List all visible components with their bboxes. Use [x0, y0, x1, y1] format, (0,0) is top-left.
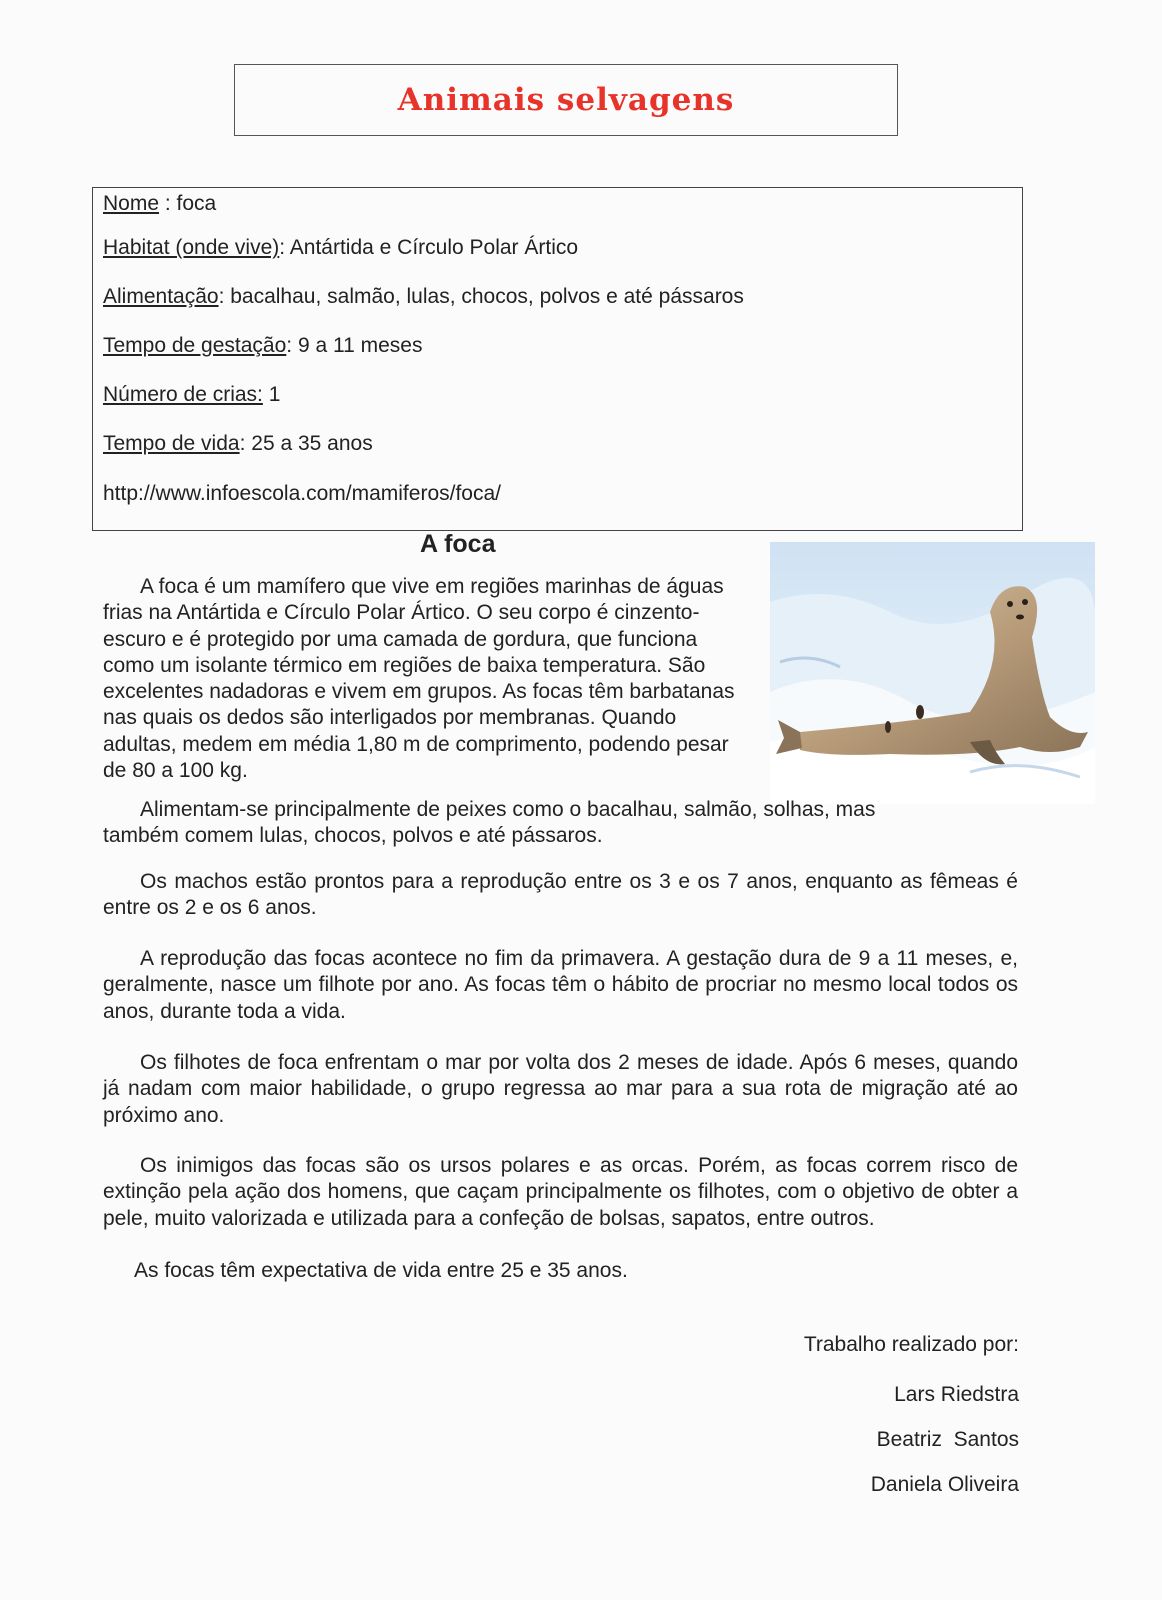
paragraph-1: A foca é um mamífero que vive em regiões marinhas de águas frias na Antártida e Círculo Polar Ártico. O seu corpo é cinzento-escuro e é protegido por uma camada de gordura, que funciona como um isolante térmico em regiões de baixa temperatura. São excelentes nadadoras e vivem em grupos. As focas têm barbatanas nas quais os dedos são interligados por membranas. Quando adultas, medem em média 1,80 m de comprimento, podendo pesar de 80 a 100 kg. — [103, 575, 735, 783]
author-3: Daniela Oliveira — [870, 1473, 1019, 1496]
info-habitat — [103, 236, 578, 260]
article-heading: A foca — [420, 530, 496, 558]
info-gestacao — [103, 334, 422, 358]
vida-label: Tempo de vida — [103, 432, 240, 455]
nome-sep: : — [159, 192, 177, 215]
source-url: http://www.infoescola.com/mamiferos/foca/ — [103, 482, 501, 505]
crias-label: Número de crias: — [103, 383, 263, 406]
info-nome — [103, 192, 216, 216]
nome-value: foca — [176, 192, 217, 215]
paragraph-3: Os machos estão prontos para a reprodução entre os 3 e os 7 anos, enquanto as fêmeas é entre os 2 e os 6 anos. — [103, 870, 1018, 920]
paragraph-7: As focas têm expectativa de vida entre 25 e 35 anos. — [134, 1259, 628, 1282]
info-alimentacao — [103, 285, 744, 309]
crias-value: 1 — [262, 383, 281, 406]
alimentacao-value: : bacalhau, salmão, lulas, chocos, polvos e até pássaros — [218, 285, 744, 308]
info-crias — [103, 383, 280, 407]
info-vida — [103, 432, 373, 456]
gestacao-label: Tempo de gestação — [103, 334, 287, 357]
paragraph-2: Alimentam-se principalmente de peixes como o bacalhau, salmão, solhas, mas também comem lulas, chocos, polvos e até pássaros. — [103, 798, 876, 848]
paragraph-6: Os inimigos das focas são os ursos polares e as orcas. Porém, as focas correm risco de extinção pela ação dos homens, que caçam principalmente os filhotes, com o objetivo de obter a pele, muito valorizada e utilizada para a confeção de bolsas, sapatos, entre outros. — [103, 1154, 1018, 1230]
nome-label: Nome — [103, 192, 160, 215]
seal-photo — [770, 542, 1095, 804]
info-source — [103, 482, 501, 506]
author-2: Beatriz Santos — [876, 1428, 1019, 1451]
vida-value: : 25 a 35 anos — [239, 432, 373, 455]
credits-label: Trabalho realizado por: — [803, 1333, 1019, 1356]
alimentacao-label: Alimentação — [103, 285, 219, 308]
habitat-label: Habitat (onde vive) — [103, 236, 280, 259]
habitat-value: : Antártida e Círculo Polar Ártico — [279, 236, 579, 259]
title-box — [234, 64, 898, 136]
page-title: Animais selvagens — [397, 82, 735, 118]
gestacao-value: : 9 a 11 meses — [286, 334, 423, 357]
paragraph-5: Os filhotes de foca enfrentam o mar por volta dos 2 meses de idade. Após 6 meses, quando já nadam com maior habilidade, o grupo regressa ao mar para a sua rota de migração até ao próximo ano. — [103, 1051, 1018, 1127]
seal-illustration — [770, 542, 1095, 804]
author-1: Lars Riedstra — [894, 1383, 1019, 1406]
paragraph-4: A reprodução das focas acontece no fim da primavera. A gestação dura de 9 a 11 meses, e, geralmente, nasce um filhote por ano. As focas têm o hábito de procriar no mesmo local todos os anos, durante toda a vida. — [103, 947, 1018, 1023]
info-box — [92, 187, 1023, 531]
